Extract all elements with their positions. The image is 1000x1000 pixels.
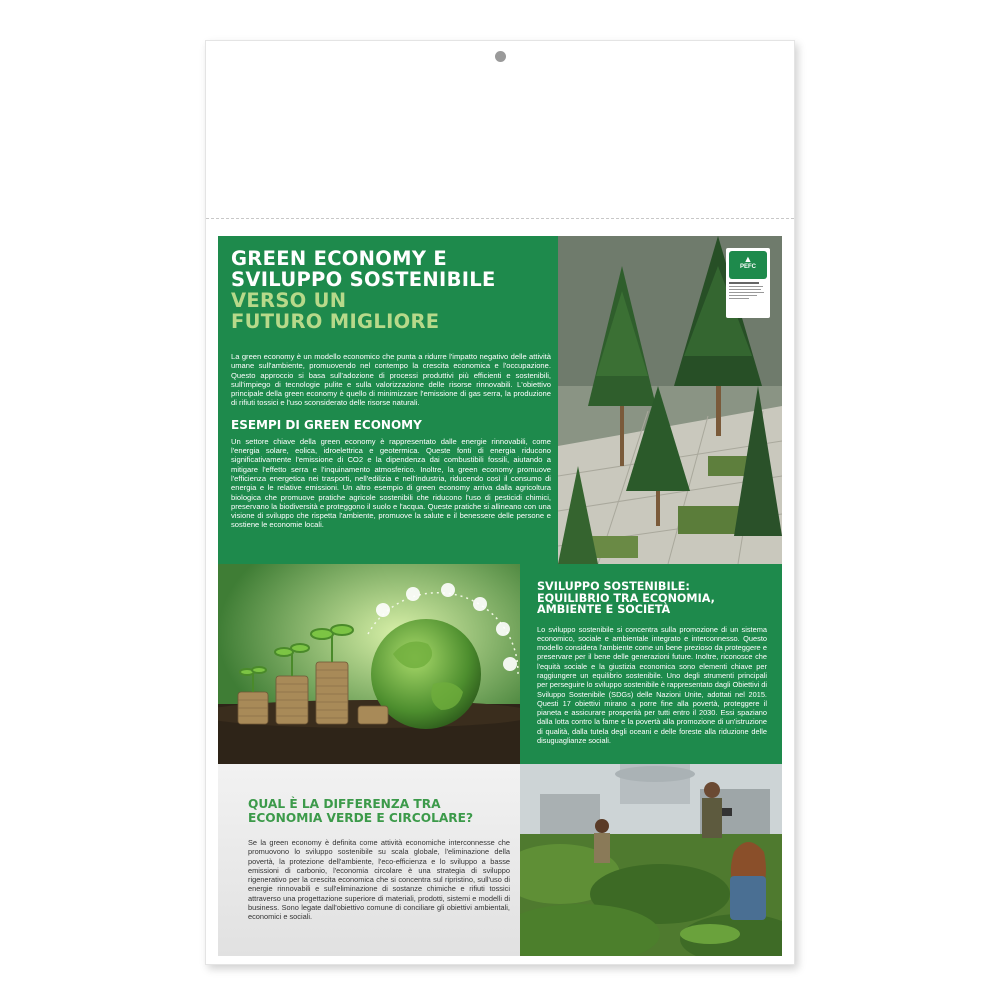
difference-text: Se la green economy è definita come attività economiche interconnesse che promuovono lo sviluppo sostenibile su scala globale, l'eliminazione della povertà, la protezione dell'ambiente, l'eco-efficienza e lo sviluppo a basse emissioni di carbonio, l'economia circolare è una strategia di sviluppo rigenerativo per la crescita economica che si concentra sul ripristino, sull'uso di energie rinnovabili e sull'eliminazione di sostanze chimiche e rifiuti tossici attraverso una progettazione superiore di materiali, prodotti, sistemi e modelli di business. Sono legate dall'obiettivo comune di conciliare gli obiettivi ambientali, economici e sociali. — [248, 838, 510, 922]
page-subtitle-line-1: VERSO UN — [231, 289, 347, 312]
page-title-line-1: GREEN ECONOMY E — [231, 247, 448, 270]
intro-text: La green economy è un modello economico che punta a ridurre l'impatto negativo delle attività umane sull'ambiente, promuovendo nel contempo la crescita economica e l'occupazione. Questo approccio si basa sull'adozione di processi produttivi più efficienti e sostenibili, sull'impiego di tecnologie pulite e sulla valorizzazione delle risorse rinnovabili. L'obiettivo principale della green economy è quello di minimizzare l'emissione di gas serra, la produzione di rifiuti tossici e l'uso sconsiderato delle risorse naturali. — [231, 352, 551, 408]
difference-heading-line-2: ECONOMIA VERDE E CIRCOLARE? — [248, 811, 474, 825]
examples-text: Un settore chiave della green economy è rappresentato dalle energie rinnovabili, come l'energia solare, eolica, idroelettrica e geotermica. Queste fonti di energia riducono significativamente l'emissione di CO2 e la dipendenza dai combustibili fossili, aiutando a mitigare l'effetto serra e l'inquinamento atmosferico. Inoltre, la green economy promuove l'efficienza energetica nei trasporti, nell'edilizia e nell'industria, riducendo così il consumo di energia e le relative emissioni. Un altro esempio di green economy arriva dalla agricoltura biologica che promuove pratiche agricole sostenibili che riducono l'uso di pesticidi chimici, preservano la biodiversità e proteggono il suolo e l'acqua. Queste pratiche si allineano con una visione di sviluppo che rispetta l'ambiente, promuove la salute e il benessere delle persone e sostiene le economie locali. — [231, 436, 551, 530]
calendar-sheet — [205, 40, 795, 965]
urban-garden-illustration — [520, 764, 782, 956]
examples-heading: ESEMPI DI GREEN ECONOMY — [231, 417, 422, 432]
coins-and-globe-illustration — [218, 564, 520, 764]
pefc-caption — [729, 282, 767, 299]
sustainable-heading-line-1: SVILUPPO SOSTENIBILE: — [537, 580, 690, 593]
coins-and-globe-photo — [218, 564, 520, 764]
pefc-logo: ▲ PEFC — [729, 251, 767, 279]
sustainable-heading-line-3: AMBIENTE E SOCIETÀ — [537, 603, 671, 616]
sustainable-text: Lo sviluppo sostenibile si concentra sulla promozione di un sistema economico, sociale e ambientale integrato e interconnesso. Questo modello considera l'ambiente come un bene prezioso da proteggere e preservare per il bene delle generazioni future. Inoltre, riconosce che l'equità sociale e la giustizia economica sono elementi chiave per raggiungere un equilibrio sostenibile. Uno degli strumenti principali per perseguire lo sviluppo sostenibile è rappresentato dagli Obiettivi di Sviluppo Sostenibile (SDGs) delle Nazioni Unite, adottati nel 2015. Questi 17 obiettivi mirano a porre fine alla povertà, proteggere il pianeta e assicurare prosperità per tutti entro il 2030. Essi spaziano dalla lotta contro la fame e la povertà alla promozione di un'istruzione di qualità, dalla tutela degli oceani e delle foreste alla riduzione delle disuguaglianze sociali. — [537, 624, 767, 746]
difference-panel — [218, 764, 520, 956]
page-title-line-2: SVILUPPO SOSTENIBILE — [231, 268, 496, 291]
page-subtitle-line-2: FUTURO MIGLIORE — [231, 310, 440, 333]
sustainable-development-panel — [520, 564, 782, 764]
difference-heading-line-1: QUAL È LA DIFFERENZA TRA — [248, 797, 441, 811]
hanging-hole — [495, 51, 506, 62]
pefc-certification-badge — [726, 248, 770, 318]
intro-panel — [218, 236, 558, 564]
miniature-trees-photo — [558, 236, 782, 564]
perforation-line — [206, 218, 794, 219]
sustainable-heading-line-2: EQUILIBRIO TRA ECONOMIA, — [537, 591, 715, 605]
urban-garden-photo — [520, 764, 782, 956]
